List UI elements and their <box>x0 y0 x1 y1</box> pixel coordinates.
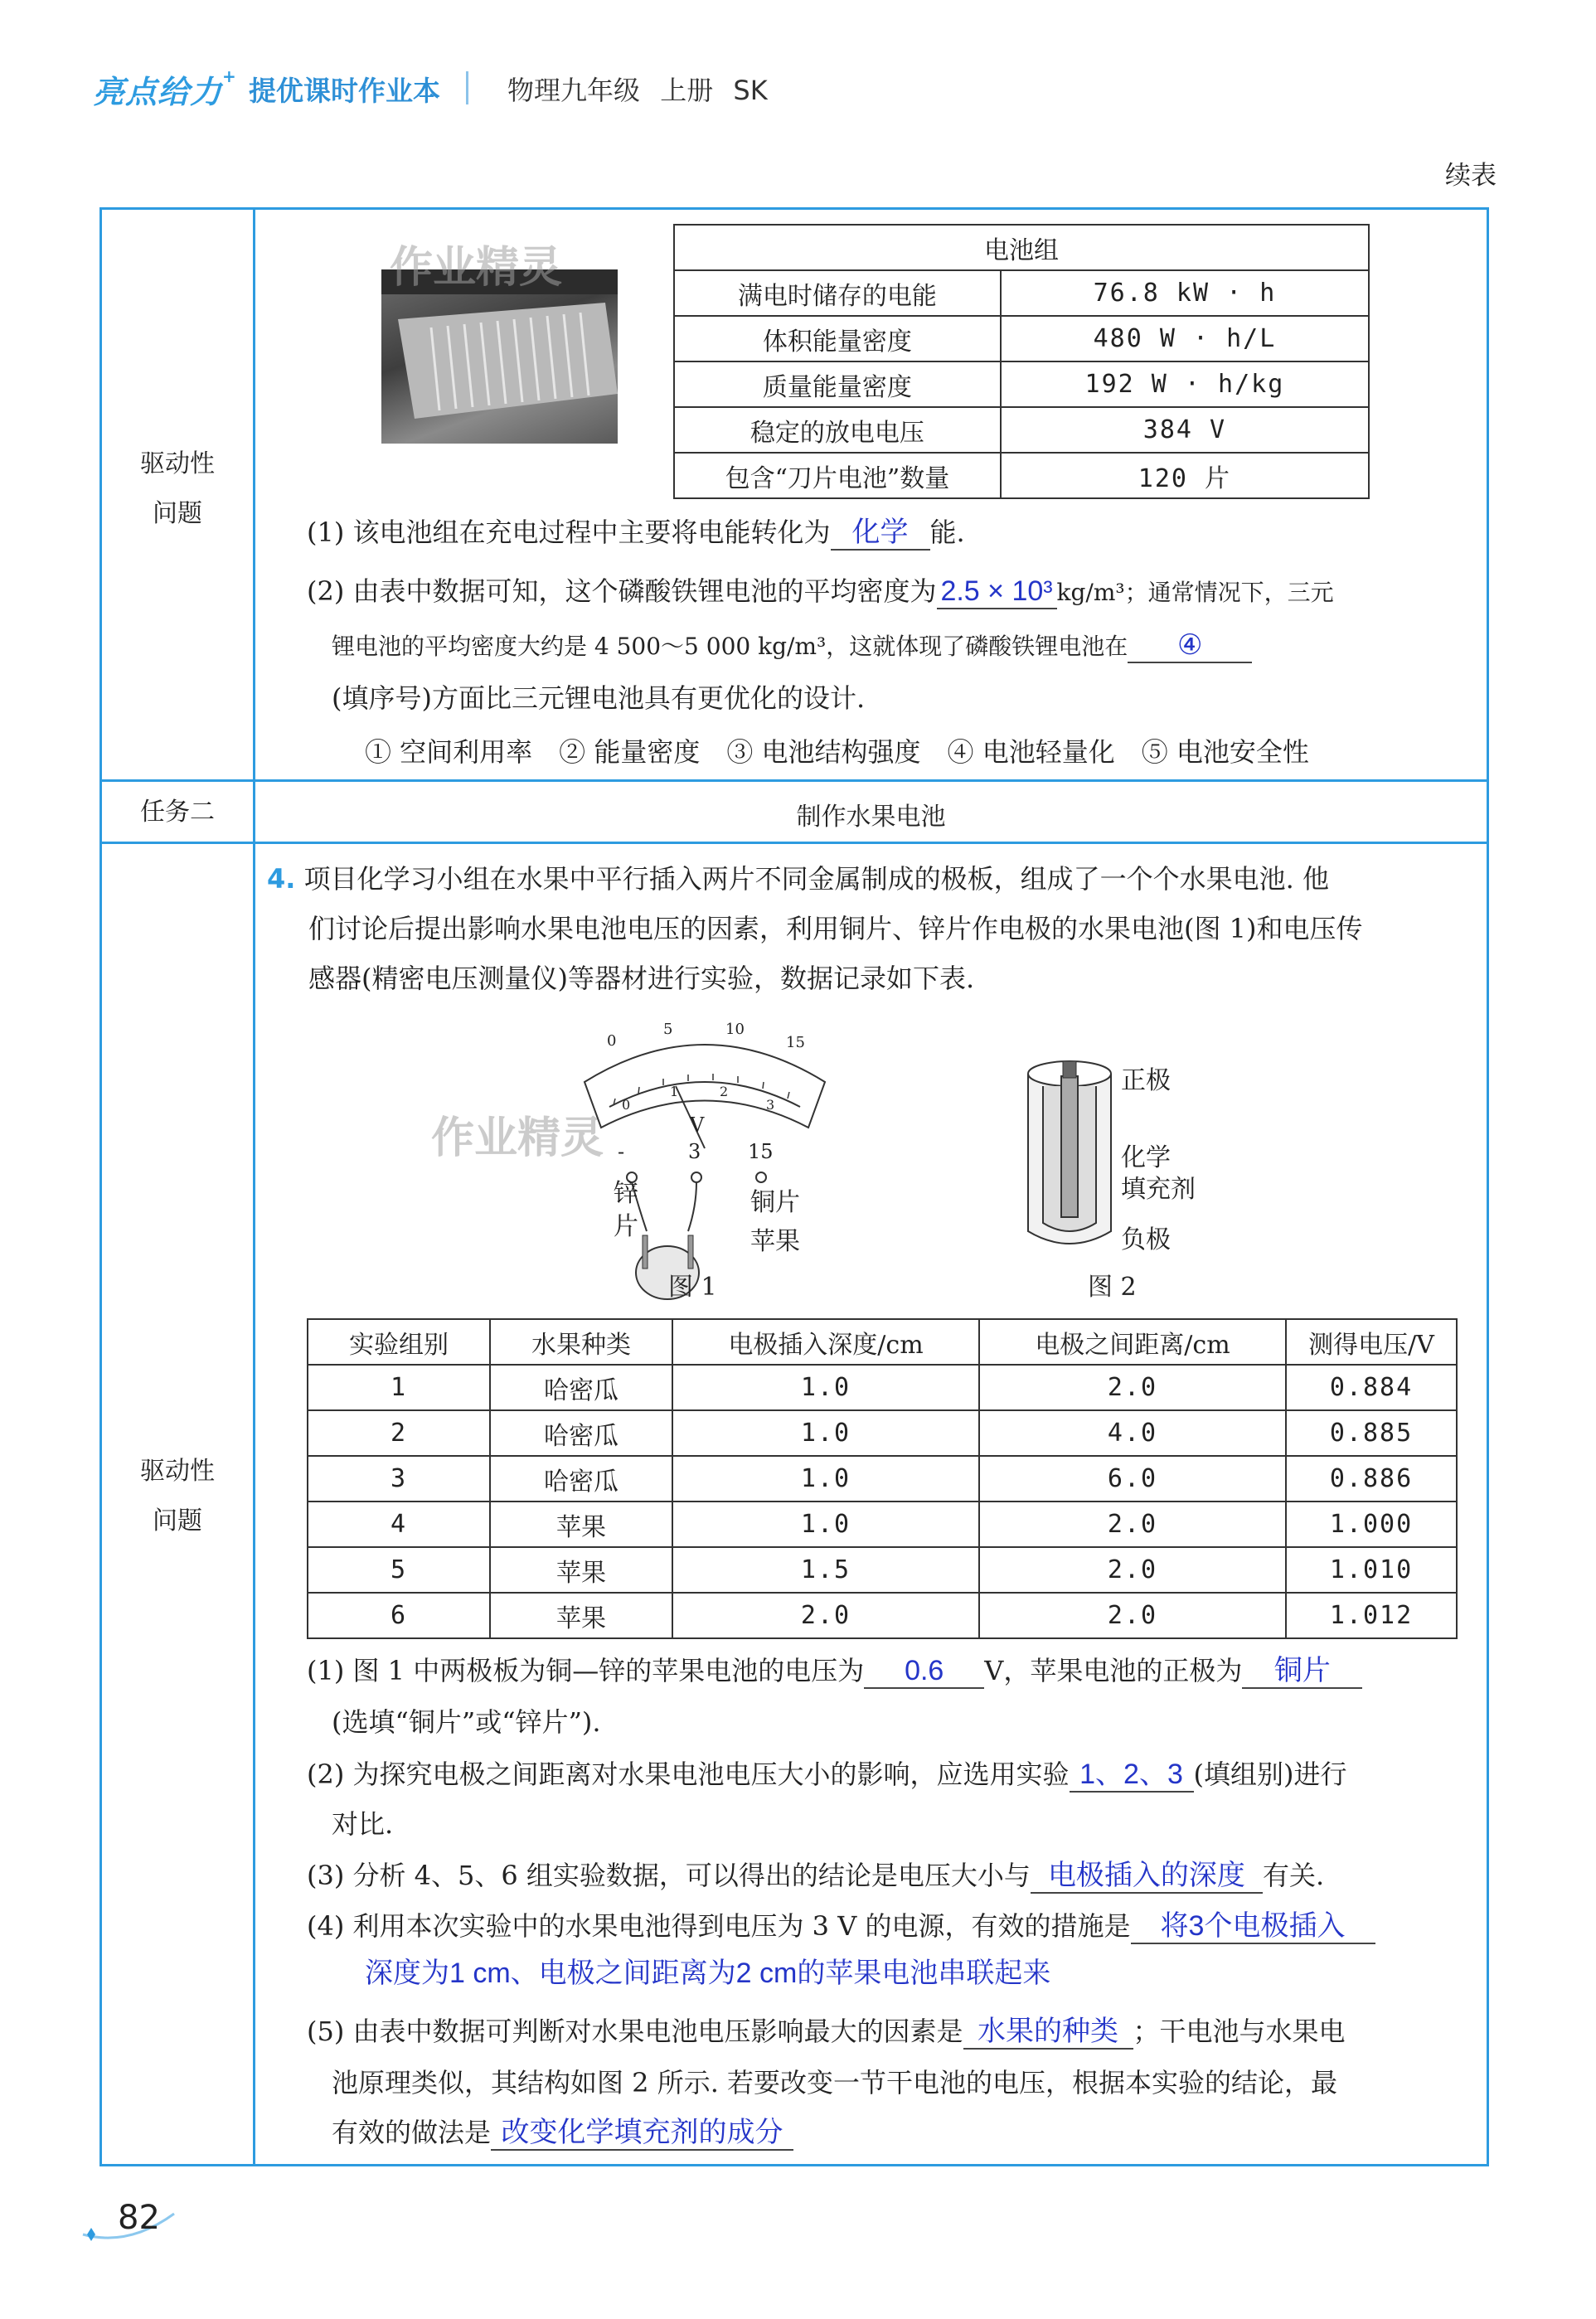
table-cell: 3 <box>308 1456 490 1502</box>
battery-table-title: 电池组 <box>674 225 1369 270</box>
sub-question-4: (4) 利用本次实验中的水果电池得到电压为 3 V 的电源，有效的措施是 将3个电极插入 <box>307 1901 1484 1951</box>
table-row <box>308 1410 1457 1456</box>
sub-question-5-line3: 有效的做法是 改变化学填充剂的成分 <box>332 2108 1476 2157</box>
header-cell: 电极插入深度/cm <box>672 1319 979 1365</box>
row-divider-2 <box>99 842 1489 844</box>
table-row <box>674 453 1369 498</box>
question-2-options: ① 空间利用率 ② 能量密度 ③ 电池结构强度 ④ 电池轻量化 ⑤ 电池安全性 <box>365 736 1309 768</box>
table-cell: 苹果 <box>490 1547 672 1593</box>
scale-bottom-2: 2 <box>720 1084 729 1099</box>
table-cell: 4 <box>308 1502 490 1547</box>
table-cell: 0.884 <box>1286 1365 1457 1410</box>
row-label-driving-question-1: 驱动性 问题 <box>140 449 215 528</box>
table-cell: 2.0 <box>979 1593 1286 1638</box>
table-cell: 哈密瓜 <box>490 1410 672 1456</box>
sub-question-3: (3) 分析 4、5、6 组实验数据，可以得出的结论是电压大小与 电极插入的深度 有关. <box>307 1851 1484 1900</box>
table-row <box>674 316 1369 361</box>
table-cell: 6.0 <box>979 1456 1286 1502</box>
table-row <box>308 1365 1457 1410</box>
scale-top-0: 0 <box>607 1032 617 1050</box>
table-cell: 1.0 <box>672 1410 979 1456</box>
table-cell: 76.8 kW · h <box>1001 270 1369 316</box>
question-number: 4. <box>267 863 296 895</box>
table-cell: 120 片 <box>1001 453 1369 498</box>
sub-question-2: (2) 为探究电极之间距离对水果电池电压大小的影响，应选用实验 1、2、3 (填组别)进行 <box>307 1749 1484 1799</box>
experiment-data-table <box>307 1318 1458 1639</box>
question-4-intro: 4. 项目化学习小组在水果中平行插入两片不同金属制成的极板，组成了一个个水果电池. 他 们讨论后提出影响水果电池电压的因素，利用铜片、锌片作电极的水果电池(图 1)和电压传 感器(精密电压测量仪)等器材进行实验，数据记录如下表. <box>267 863 1363 994</box>
table-cell: 体积能量密度 <box>674 316 1001 361</box>
table-cell: 包含“刀片电池”数量 <box>674 453 1001 498</box>
answer-blank[interactable]: 铜片 <box>1242 1654 1362 1689</box>
terminal-minus: - <box>618 1140 625 1163</box>
table-cell: 5 <box>308 1547 490 1593</box>
table-cell: 苹果 <box>490 1502 672 1547</box>
battery-spec-table <box>673 224 1370 499</box>
table-row <box>308 1547 1457 1593</box>
column-divider <box>253 207 255 2166</box>
header-divider <box>466 71 468 104</box>
fig1-zinc-label: 锌 片 <box>614 1179 638 1241</box>
table-row <box>308 1456 1457 1502</box>
row-label-driving-question-2: 驱动性 问题 <box>140 1457 215 1535</box>
fig2-filler-label: 化学 填充剂 <box>1121 1143 1196 1204</box>
table-cell: 0.885 <box>1286 1410 1457 1456</box>
task2-label: 任务二 <box>140 798 215 827</box>
fig2-negative-label: 负极 <box>1121 1225 1171 1254</box>
figure-2-caption: 图 2 <box>1088 1273 1137 1302</box>
scale-bottom-1: 1 <box>670 1084 679 1099</box>
answer-blank[interactable]: 将3个电极插入 <box>1131 1909 1375 1944</box>
table-cell: 1.0 <box>672 1365 979 1410</box>
table-cell: 质量能量密度 <box>674 361 1001 407</box>
table-cell: 6 <box>308 1593 490 1638</box>
watermark-1: 作业精灵 <box>390 243 563 293</box>
task2-title: 制作水果电池 <box>796 803 946 832</box>
table-cell: 192 W · h/kg <box>1001 361 1369 407</box>
table-cell: 1.5 <box>672 1547 979 1593</box>
fig1-apple-label: 苹果 <box>750 1227 800 1256</box>
watermark-2: 作业精灵 <box>431 1113 604 1163</box>
answer-blank[interactable]: 1、2、3 <box>1070 1758 1194 1793</box>
sub-question-1: (1) 图 1 中两极板为铜—锌的苹果电池的电压为 0.6 V，苹果电池的正极为 铜片 <box>307 1646 1484 1696</box>
header-cell: 水果种类 <box>490 1319 672 1365</box>
table-cell: 480 W · h/L <box>1001 316 1369 361</box>
table-cell: 哈密瓜 <box>490 1456 672 1502</box>
header-cell: 测得电压/V <box>1286 1319 1457 1365</box>
table-cell: 1.0 <box>672 1502 979 1547</box>
table-header-row <box>308 1319 1457 1365</box>
row-divider-1 <box>99 779 1489 782</box>
fig1-copper-label: 铜片 <box>750 1188 800 1217</box>
table-cell: 苹果 <box>490 1593 672 1638</box>
sub-question-4-line2 <box>365 1948 1484 1998</box>
answer-blank[interactable]: 0.6 <box>864 1654 984 1689</box>
table-row <box>674 361 1369 407</box>
figure-2-dry-cell <box>1020 1053 1119 1260</box>
table-cell: 哈密瓜 <box>490 1365 672 1410</box>
table-cell: 2.0 <box>979 1547 1286 1593</box>
sub-question-5: (5) 由表中数据可判断对水果电池电压影响最大的因素是 水果的种类 ；干电池与水果电 <box>307 2006 1484 2056</box>
series-title: 提优课时作业本 <box>249 75 440 107</box>
table-cell: 2 <box>308 1410 490 1456</box>
table-cell: 384 V <box>1001 407 1369 453</box>
table-cell: 0.886 <box>1286 1456 1457 1502</box>
question-2-line1: (2) 由表中数据可知，这个磷酸铁锂电池的平均密度为 2.5 × 10³ kg/m³；通常情况下，三元 <box>307 566 1484 618</box>
answer-blank[interactable]: 化学 <box>831 516 930 551</box>
table-cell: 1.0 <box>672 1456 979 1502</box>
table-cell: 1.012 <box>1286 1593 1457 1638</box>
table-cell: 1 <box>308 1365 490 1410</box>
answer-blank[interactable]: ④ <box>1128 628 1252 663</box>
unit-v: V <box>690 1113 705 1137</box>
brand-logo: 亮点给力+ <box>93 66 237 110</box>
table-row <box>674 270 1369 316</box>
fig2-positive-label: 正极 <box>1121 1066 1171 1095</box>
scale-bottom-3: 3 <box>766 1097 775 1113</box>
question-1: (1) 该电池组在充电过程中主要将电能转化为 化学 能. <box>307 507 1476 557</box>
table-cell: 满电时储存的电能 <box>674 270 1001 316</box>
header-cell: 实验组别 <box>308 1319 490 1365</box>
terminal-3: 3 <box>688 1140 701 1163</box>
book-info: 物理九年级 上册 SK <box>507 75 768 106</box>
question-2-line3: (填序号)方面比三元锂电池具有更优化的设计. <box>332 682 866 714</box>
continued-label: 续表 <box>1445 161 1497 191</box>
table-cell: 稳定的放电电压 <box>674 407 1001 453</box>
blade-battery-photo <box>381 269 618 444</box>
table-cell: 2.0 <box>672 1593 979 1638</box>
terminal-15: 15 <box>748 1140 774 1163</box>
sub-question-5-line2: 池原理类似，其结构如图 2 所示. 若要改变一节干电池的电压，根据本实验的结论，最 <box>332 2067 1338 2098</box>
sub-question-2-line2: 对比. <box>332 1808 394 1840</box>
page-number: 82 <box>118 2199 160 2237</box>
table-cell: 2.0 <box>979 1365 1286 1410</box>
table-row <box>308 1593 1457 1638</box>
table-cell: 1.010 <box>1286 1547 1457 1593</box>
answer-blank[interactable]: 深度为1 cm、电极之间距离为2 cm的苹果电池串联起来 <box>365 1958 1051 1989</box>
scale-bottom-0: 0 <box>622 1097 631 1113</box>
table-row <box>308 1502 1457 1547</box>
table-row <box>674 407 1369 453</box>
answer-blank[interactable]: 2.5 × 10³ <box>937 575 1057 609</box>
answer-blank[interactable]: 电极插入的深度 <box>1031 1859 1263 1894</box>
sub-question-1-line2: (选填“铜片”或“锌片”). <box>332 1706 601 1738</box>
table-cell: 2.0 <box>979 1502 1286 1547</box>
figure-1-caption: 图 1 <box>668 1273 717 1302</box>
table-cell: 1.000 <box>1286 1502 1457 1547</box>
scale-top-10: 10 <box>725 1021 745 1038</box>
scale-top-5: 5 <box>663 1021 673 1038</box>
answer-blank[interactable]: 改变化学填充剂的成分 <box>491 2116 793 2151</box>
table-cell: 4.0 <box>979 1410 1286 1456</box>
scale-top-15: 15 <box>786 1034 805 1051</box>
answer-blank[interactable]: 水果的种类 <box>963 2015 1133 2050</box>
header-cell: 电极之间距离/cm <box>979 1319 1286 1365</box>
question-2-line2: 锂电池的平均密度大约是 4 500～5 000 kg/m³，这就体现了磷酸铁锂电池在 ④ <box>332 620 1492 672</box>
